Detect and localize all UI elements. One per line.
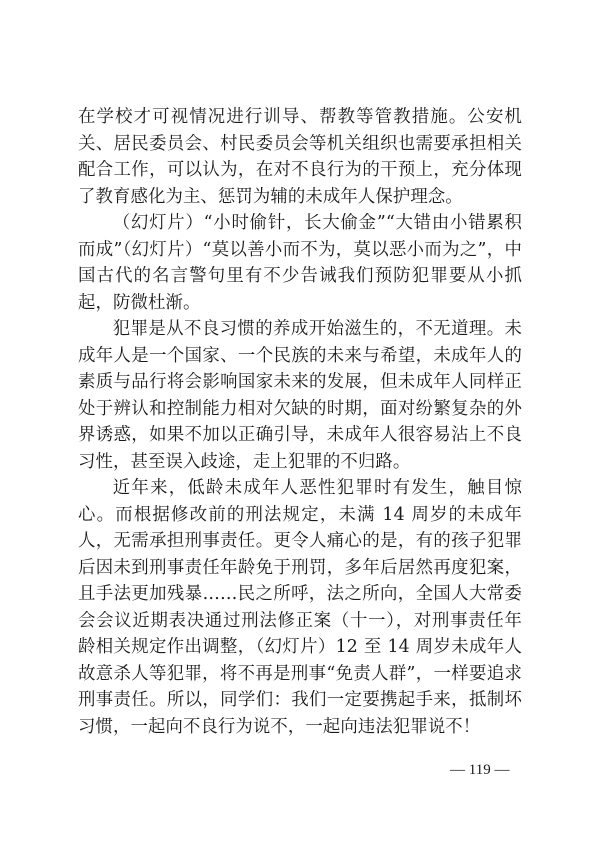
page-body [78, 104, 522, 740]
paragraph-criminal-law: 近年来，低龄未成年人恶性犯罪时有发生，触目惊心。而根据修改前的刑法规定，未满 14 周岁的未成年人，无需承担刑事责任。更令人痛心的是，有的孩子犯罪后因未到刑事责任年龄免于刑罚，多年后居然再度犯案，且手法更加残暴……民之所呼，法之所向，全国人大常委会会议近期表决通过刑法修正案（十一），对刑事责任年龄相关规定作出调整，（幻灯片）12 至 14 周岁未成年人故意杀人等犯罪，将不再是刑事“免责人群”，一样要追求刑事责任。所以，同学们：我们一定要携起手来，抵制坏习惯，一起向不良行为说不，一起向违法犯罪说不！ [78, 478, 522, 737]
paragraph-continuation: 在学校才可视情况进行训导、帮教等管教措施。公安机关、居民委员会、村民委员会等机关组织也需要承担相关配合工作，可以认为，在对不良行为的干预上，充分体现了教育感化为主、惩罚为辅的未成年人保护理念。 [78, 107, 522, 207]
paragraph-proverbs: （幻灯片）“小时偷针，长大偷金”“大错由小错累积而成”（幻灯片）“莫以善小而不为，莫以恶小而为之”，中国古代的名言警句里有不少告诫我们预防犯罪要从小抓起，防微杜渐。 [78, 213, 522, 313]
page-number: — 119 — [450, 762, 510, 778]
paragraph-bad-habits: 犯罪是从不良习惯的养成开始滋生的，不无道理。未成年人是一个国家、一个民族的未来与希望，未成年人的素质与品行将会影响国家未来的发展，但未成年人同样正处于辨认和控制能力相对欠缺的时期，面对纷繁复杂的外界诱惑，如果不加以正确引导，未成年人很容易沾上不良习性，甚至误入歧途，走上犯罪的不归路。 [78, 319, 522, 472]
